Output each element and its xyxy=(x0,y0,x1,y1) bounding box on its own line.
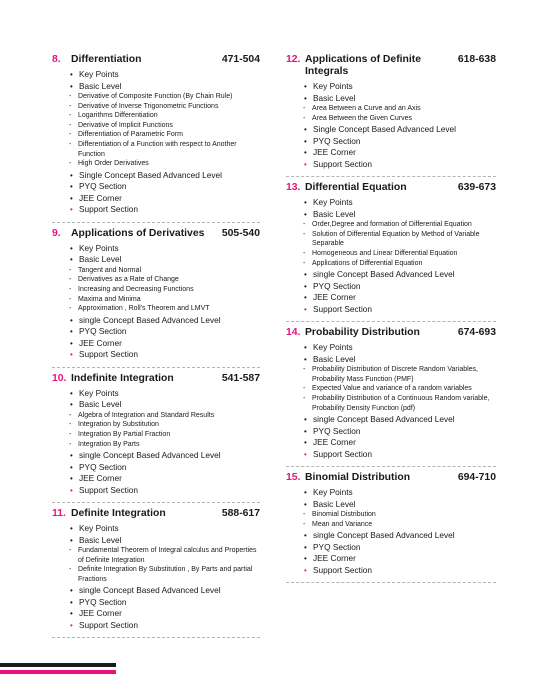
subtopic-item: - Differentiation of Parametric Form xyxy=(69,130,260,140)
chapter-number: 11. xyxy=(52,508,66,520)
subtopic-item: - Probability Distribution of Discrete Random Variables, Probability Mass Function (PMF) xyxy=(303,365,496,384)
subtopic-item: - Fundamental Theorem of Integral calculus and Properties of Definite Integration xyxy=(69,546,260,565)
topic-item: • Support Section xyxy=(303,565,496,577)
subtopic-item: - Applications of Differential Equation xyxy=(303,259,496,269)
chapter-page-range: 639-673 xyxy=(457,182,496,194)
toc-column-right xyxy=(286,52,496,583)
subtopic-item: - Order,Degree and formation of Differential Equation xyxy=(303,220,496,230)
chapter-number: 12. xyxy=(286,54,301,65)
chapter-title: Applications of Derivatives xyxy=(71,227,205,239)
subtopic-item: - Derivatives as a Rate of Change xyxy=(69,275,260,285)
subtopic-item: - Integration by Substitution xyxy=(69,420,260,430)
topic-item: • single Concept Based Advanced Level xyxy=(69,315,260,327)
chapter-topic-list xyxy=(52,243,260,361)
topic-item: • PYQ Section xyxy=(303,136,496,148)
topic-item: • Basic Level xyxy=(69,535,260,547)
chapter-title: Probability Distribution xyxy=(305,327,420,339)
chapter-topic-list xyxy=(286,81,496,170)
topic-item: • Support Section xyxy=(69,620,260,632)
topic-item: • PYQ Section xyxy=(69,326,260,338)
topic-item: • JEE Corner xyxy=(303,147,496,159)
topic-item: • single Concept Based Advanced Level xyxy=(303,269,496,281)
chapter-heading[interactable] xyxy=(52,54,260,66)
chapter-page-range: 505-540 xyxy=(221,227,260,239)
topic-item: • Basic Level xyxy=(69,254,260,266)
subtopic-item: - High Order Derivatives xyxy=(69,159,260,169)
topic-item: • Support Section xyxy=(303,449,496,461)
chapter-section xyxy=(286,322,496,467)
topic-item: • Support Section xyxy=(69,204,260,216)
chapter-heading[interactable] xyxy=(286,472,496,484)
topic-item: • single Concept Based Advanced Level xyxy=(303,530,496,542)
subtopic-item: - Tangent and Normal xyxy=(69,266,260,276)
topic-item: • Key Points xyxy=(69,523,260,535)
topic-item: • Key Points xyxy=(303,197,496,209)
chapter-section xyxy=(286,177,496,322)
topic-item: • PYQ Section xyxy=(303,426,496,438)
footer-bar-pink xyxy=(0,670,116,674)
subtopic-item: - Expected Value and variance of a random variables xyxy=(303,384,496,394)
subtopic-list xyxy=(69,266,260,314)
chapter-title: Indefinite Integration xyxy=(71,372,174,384)
subtopic-list xyxy=(69,92,260,169)
topic-item: • Key Points xyxy=(69,243,260,255)
subtopic-item: - Homogeneous and Linear Differential Equation xyxy=(303,249,496,259)
chapter-number: 9. xyxy=(52,227,61,239)
chapter-heading[interactable] xyxy=(52,228,260,240)
topic-item: • Basic Level xyxy=(69,399,260,411)
topic-item: • JEE Corner xyxy=(69,338,260,350)
topic-item: • Support Section xyxy=(69,485,260,497)
subtopic-item: - Derivative of Composite Function (By Chain Rule) xyxy=(69,92,260,102)
subtopic-item: - Mean and Variance xyxy=(303,520,496,530)
topic-item: • Support Section xyxy=(303,159,496,171)
subtopic-item: - Logarithms Differentiation xyxy=(69,111,260,121)
chapter-number: 14. xyxy=(286,327,301,339)
subtopic-item: - Area Between the Given Curves xyxy=(303,114,496,124)
topic-item: • Single Concept Based Advanced Level xyxy=(303,124,496,136)
topic-item: • PYQ Section xyxy=(69,181,260,193)
chapter-heading[interactable] xyxy=(286,327,496,339)
chapter-topic-list xyxy=(286,342,496,460)
topic-item: • Support Section xyxy=(69,349,260,361)
topic-item: • Basic Level xyxy=(303,209,496,221)
chapter-page-range: 541-587 xyxy=(221,372,260,384)
subtopic-item: - Binomial Distribution xyxy=(303,510,496,520)
chapter-heading[interactable] xyxy=(286,54,496,78)
topic-item: • Key Points xyxy=(303,81,496,93)
topic-item: • Basic Level xyxy=(303,354,496,366)
topic-item: • Single Concept Based Advanced Level xyxy=(69,170,260,182)
subtopic-item: - Solution of Differential Equation by Method of Variable Separable xyxy=(303,230,496,249)
chapter-title: Applications of Definite Integrals xyxy=(305,54,422,77)
chapter-section xyxy=(52,368,260,503)
subtopic-list xyxy=(303,365,496,413)
chapter-section xyxy=(286,467,496,583)
chapter-topic-list xyxy=(286,487,496,576)
chapter-page-range: 471-504 xyxy=(221,54,260,65)
chapter-title: Differentiation xyxy=(71,54,142,65)
chapter-number: 8. xyxy=(52,54,61,65)
topic-item: • single Concept Based Advanced Level xyxy=(69,585,260,597)
topic-item: • PYQ Section xyxy=(69,462,260,474)
chapter-number: 13. xyxy=(286,182,301,194)
chapter-section xyxy=(52,52,260,223)
subtopic-item: - Maxima and Minima xyxy=(69,295,260,305)
topic-item: • Key Points xyxy=(303,487,496,499)
chapter-section xyxy=(52,223,260,368)
topic-item: • JEE Corner xyxy=(303,292,496,304)
chapter-topic-list xyxy=(52,523,260,631)
subtopic-item: - Increasing and Decreasing Functions xyxy=(69,285,260,295)
toc-column-left xyxy=(52,52,260,638)
topic-item: • JEE Corner xyxy=(69,473,260,485)
topic-item: • Key Points xyxy=(303,342,496,354)
topic-item: • JEE Corner xyxy=(69,608,260,620)
chapter-title: Differential Equation xyxy=(305,182,407,194)
chapter-topic-list xyxy=(52,69,260,216)
subtopic-list xyxy=(303,510,496,529)
subtopic-list xyxy=(303,104,496,123)
chapter-page-range: 588-617 xyxy=(221,508,260,520)
subtopic-item: - Probability Distribution of a Continuous Random variable, Probability Density Function (pdf) xyxy=(303,394,496,413)
chapter-page-range: 674-693 xyxy=(457,327,496,339)
subtopic-item: - Integration By Parts xyxy=(69,440,260,450)
topic-item: • Basic Level xyxy=(303,499,496,511)
chapter-number: 15. xyxy=(286,472,301,484)
subtopic-item: - Definite Integration By Substitution , By Parts and partial Fractions xyxy=(69,565,260,584)
topic-item: • JEE Corner xyxy=(69,193,260,205)
subtopic-item: - Derivative of Inverse Trigonometric Functions xyxy=(69,102,260,112)
chapter-title: Binomial Distribution xyxy=(305,472,411,484)
subtopic-item: - Area Between a Curve and an Axis xyxy=(303,104,496,114)
subtopic-item: - Integration By Partial Fraction xyxy=(69,430,260,440)
topic-item: • single Concept Based Advanced Level xyxy=(69,450,260,462)
chapter-page-range: 618-638 xyxy=(457,54,496,65)
subtopic-item: - Approximation , Roll's Theorem and LMVT xyxy=(69,304,260,314)
chapter-page-range: 694-710 xyxy=(457,472,496,484)
chapter-topic-list xyxy=(52,388,260,496)
subtopic-list xyxy=(69,546,260,584)
chapter-section xyxy=(286,52,496,177)
topic-item: • PYQ Section xyxy=(69,597,260,609)
topic-item: • single Concept Based Advanced Level xyxy=(303,414,496,426)
chapter-topic-list xyxy=(286,197,496,315)
footer-bar-black xyxy=(0,663,116,667)
subtopic-list xyxy=(303,220,496,268)
topic-item: • Key Points xyxy=(69,388,260,400)
topic-item: • PYQ Section xyxy=(303,542,496,554)
topic-item: • Support Section xyxy=(303,304,496,316)
topic-item: • Key Points xyxy=(69,69,260,81)
subtopic-item: - Differentiation of a Function with respect to Another Function xyxy=(69,140,260,159)
chapter-number: 10. xyxy=(52,372,67,384)
chapter-title: Definite Integration xyxy=(71,508,166,520)
chapter-heading[interactable] xyxy=(286,182,496,194)
chapter-section xyxy=(52,503,260,638)
topic-item: • Basic Level xyxy=(69,81,260,93)
subtopic-item: - Algebra of Integration and Standard Results xyxy=(69,411,260,421)
subtopic-item: - Derivative of Implicit Functions xyxy=(69,121,260,131)
chapter-heading[interactable] xyxy=(52,373,260,385)
topic-item: • Basic Level xyxy=(303,93,496,105)
chapter-heading[interactable] xyxy=(52,508,260,520)
topic-item: • PYQ Section xyxy=(303,281,496,293)
topic-item: • JEE Corner xyxy=(303,437,496,449)
topic-item: • JEE Corner xyxy=(303,553,496,565)
subtopic-list xyxy=(69,411,260,449)
